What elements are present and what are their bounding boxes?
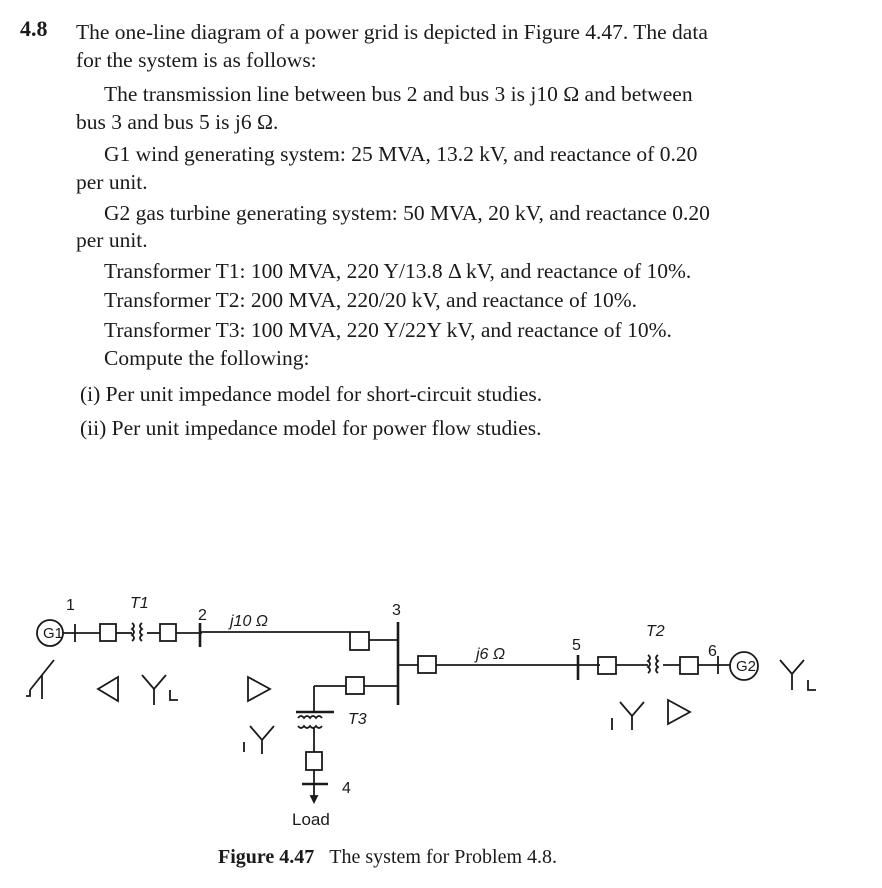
figure-caption bbox=[218, 846, 557, 869]
g2-label: G2 bbox=[736, 658, 757, 675]
problem-number: 4.8 bbox=[20, 16, 48, 41]
problem-text-line: bus 3 and bus 5 is j6 Ω. bbox=[76, 110, 279, 134]
problem-text-line: G2 gas turbine generating system: 50 MVA, 20 kV, and reactance 0.20 bbox=[104, 201, 710, 225]
t2-label: T2 bbox=[646, 623, 665, 640]
wye-grounded-icon bbox=[244, 726, 274, 754]
problem-text-line: The one-line diagram of a power grid is depicted in Figure 4.47. The data bbox=[76, 20, 708, 44]
breaker-icon bbox=[100, 624, 116, 641]
problem-text-line: Transformer T1: 100 MVA, 220 Y/13.8 Δ kV, and reactance of 10%. bbox=[104, 259, 692, 283]
breaker-icon bbox=[680, 657, 698, 674]
load-label: Load bbox=[292, 810, 330, 829]
problem-text-line: G1 wind generating system: 25 MVA, 13.2 kV, and reactance of 0.20 bbox=[104, 142, 698, 166]
wye-grounded-icon bbox=[142, 675, 178, 705]
wye-grounded-icon bbox=[780, 660, 816, 690]
breaker-icon bbox=[346, 677, 364, 694]
delta-icon bbox=[98, 677, 118, 701]
bus2-label: 2 bbox=[198, 607, 207, 624]
load-arrow-icon bbox=[311, 796, 317, 802]
t1-coil-icon bbox=[132, 623, 142, 641]
breaker-icon bbox=[598, 657, 616, 674]
t2-coil-icon bbox=[648, 655, 658, 673]
wye-grounded-icon bbox=[26, 660, 54, 699]
line23-label: j10 Ω bbox=[230, 613, 268, 630]
bus1-label: 1 bbox=[66, 597, 75, 614]
wye-grounded-icon bbox=[612, 702, 644, 730]
bus3-label: 3 bbox=[392, 602, 401, 619]
bus4-label: 4 bbox=[342, 780, 351, 797]
delta-icon bbox=[668, 700, 690, 724]
figure-caption-text: The system for Problem 4.8. bbox=[329, 846, 558, 868]
bus6-label: 6 bbox=[708, 643, 717, 660]
g1-label: G1 bbox=[43, 625, 64, 642]
breaker-icon bbox=[350, 632, 369, 650]
bus5-label: 5 bbox=[572, 637, 581, 654]
one-line-diagram bbox=[0, 560, 882, 840]
t3-coil-icon bbox=[298, 716, 322, 728]
line35-label: j6 Ω bbox=[476, 646, 506, 663]
problem-text-line: (i) Per unit impedance model for short-circuit studies. bbox=[80, 382, 543, 406]
problem-text-line: Compute the following: bbox=[104, 346, 310, 370]
breaker-icon bbox=[306, 752, 322, 770]
t1-label: T1 bbox=[130, 595, 149, 612]
problem-text-line: (ii) Per unit impedance model for power flow studies. bbox=[80, 416, 542, 440]
problem-text-line: Transformer T2: 200 MVA, 220/20 kV, and reactance of 10%. bbox=[104, 288, 638, 312]
delta-icon bbox=[248, 677, 270, 701]
breaker-icon bbox=[160, 624, 176, 641]
problem-text-line: Transformer T3: 100 MVA, 220 Y/22Y kV, and reactance of 10%. bbox=[104, 318, 672, 342]
t3-label: T3 bbox=[348, 711, 367, 728]
breaker-icon bbox=[418, 656, 436, 673]
figure-caption-number: Figure 4.47 bbox=[218, 846, 315, 868]
problem-text-line: per unit. bbox=[76, 170, 148, 194]
problem-text-line: per unit. bbox=[76, 228, 148, 252]
problem-text-line: for the system is as follows: bbox=[76, 48, 317, 72]
problem-text-line: The transmission line between bus 2 and bus 3 is j10 Ω and between bbox=[104, 82, 693, 106]
